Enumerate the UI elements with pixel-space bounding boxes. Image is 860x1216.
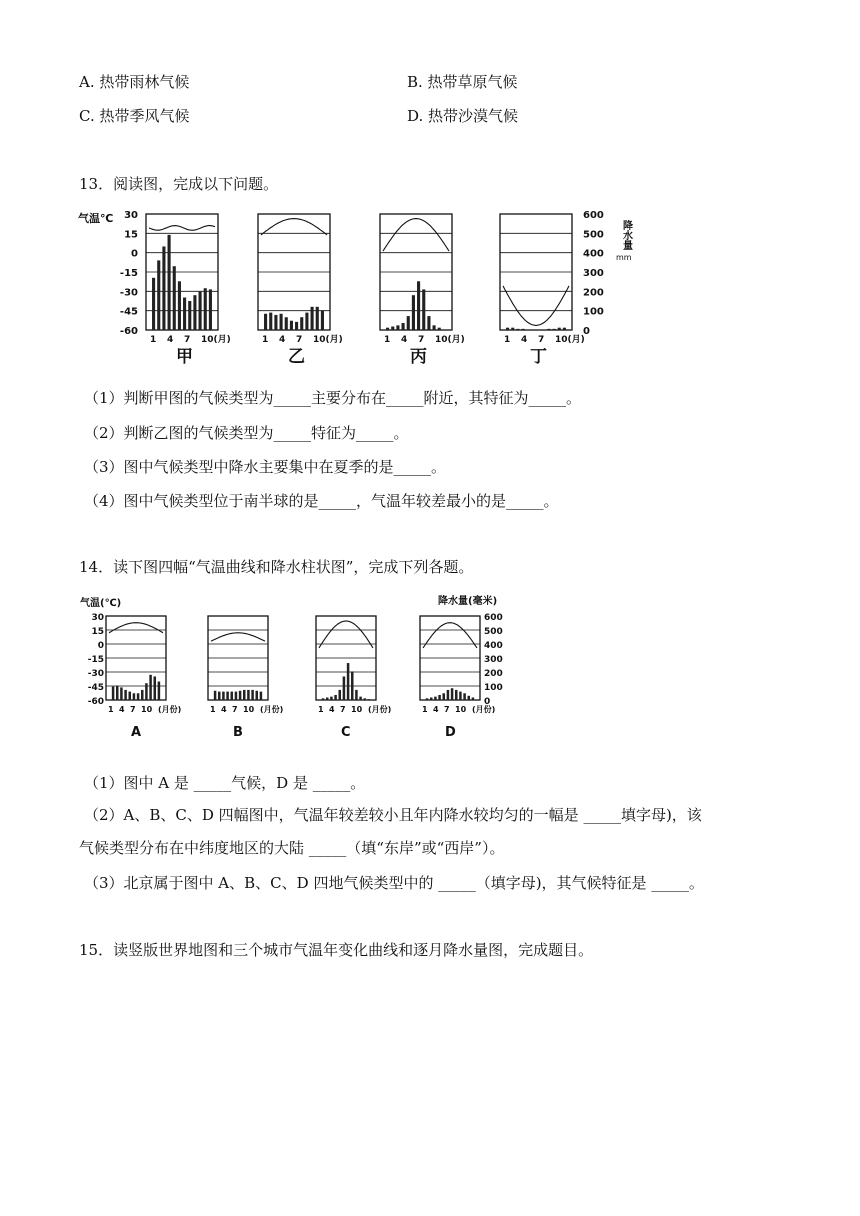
q14-panel-2-precip-bar [222,692,225,700]
q14-precip-tick: 200 [484,669,503,679]
q14-panel-3-precip-bar [326,697,329,700]
q14-precip-tick: 400 [484,641,503,651]
q13-panel-2-precip-bar [311,307,314,330]
q14-panel-1-precip-bar [149,675,152,700]
q13-panel-3-precip-bar [391,327,394,330]
q14-month-tick: 7 [340,705,346,714]
q14-panel-3-precip-bar [347,663,350,700]
q13-temp-tick: -15 [119,268,138,279]
q14-panel-2-precip-bar [231,692,234,700]
q13-panel-1-precip-bar [209,289,212,330]
q13-panel-4-precip-bar [516,329,519,330]
q13-panel-3-precip-bar [417,281,420,330]
q14-panel-1-precip-bar [124,690,127,700]
q13-panel-1-precip-bar [162,246,165,330]
q14-month-tick: 1 [210,705,216,714]
q13-panel-3-temp-curve [383,219,449,252]
q14-month-tick: 10 [351,705,363,714]
q13-month-tick: 7 [418,335,425,345]
q14-panel-label: C [341,725,351,740]
q13-panel-4-temp-curve [503,286,569,326]
q13-panel-1-precip-bar [188,301,191,330]
q13-month-tick: 4 [167,335,174,345]
q13-temp-tick: -30 [119,287,138,299]
q13-temp-tick: 15 [124,229,138,241]
q13-month-tick: 1 [150,335,157,345]
q14-panel-2-precip-bar [247,690,250,700]
q14-precip-tick: 100 [484,683,503,693]
q14-panel-4-precip-bar [455,690,458,700]
q13-month-tick: 10(月) [313,335,343,345]
q14-panel-1-precip-bar [116,686,119,700]
q13-sub4: （4）图中气候类型位于南半球的是_____，气温年较差最小的是_____。 [84,492,559,510]
q13-month-tick: 1 [504,335,511,345]
q14-panel-4-precip-bar [472,697,475,700]
q13-panel-2-precip-bar [295,322,298,330]
q14-precip-tick: 300 [484,655,503,665]
q14-panel-2-precip-bar [251,690,254,700]
q14-month-tick: (月份) [260,705,284,714]
q13-panel-2-precip-bar [300,317,303,330]
q13-temp-tick: -60 [119,326,138,337]
q13-month-tick: 4 [521,335,528,345]
q13-panel-1-precip-bar [204,288,207,330]
q14-panel-4-precip-bar [426,698,429,700]
q14-precip-axis-label: 降水量(毫米) [438,596,498,607]
q13-sub2: （2）判断乙图的气候类型为_____特征为_____。 [84,424,409,442]
q13-temp-tick: 30 [124,210,138,221]
q14-panel-1-precip-bar [112,687,115,700]
q14-panel-1-precip-bar [158,682,161,700]
q13-panel-2-precip-bar [290,321,293,330]
q14-panel-4-precip-bar [447,690,450,700]
q13-panel-4-precip-bar [511,328,514,330]
q13-panel-2-precip-bar [305,313,308,330]
q13-panel-1-precip-bar [199,292,202,330]
q14-panel-2-precip-bar [235,692,238,700]
q13-panel-4-precip-bar [558,328,561,330]
q14-panel-3-precip-bar [343,676,346,700]
q14-temp-tick: -15 [87,655,104,665]
q13-month-tick: 10(月) [435,335,465,345]
q14-panel-1-precip-bar [154,676,157,700]
q14-panel-label: D [445,725,456,740]
q13-temp-tick: -45 [119,306,138,318]
q14-panel-2-precip-bar [214,691,217,700]
q14-temp-axis-label: 气温(℃) [80,598,122,609]
q13-precip-tick: 300 [583,268,604,279]
q14-month-tick: (月份) [472,705,496,714]
q14-panel-1-precip-bar [120,687,123,700]
q14-temp-tick: -30 [87,669,104,679]
q13-month-tick: 7 [538,335,545,345]
q13-precip-tick: 400 [583,248,604,260]
q13-climate-figure [78,206,638,368]
q13-panel-4-precip-bar [506,328,509,330]
q14-panel-3-precip-bar [355,690,358,700]
q14-temp-tick: 0 [97,641,104,651]
q14-panel-3-precip-bar [339,690,342,700]
question-14-stem: 14．读下图四幅“气温曲线和降水柱状图”，完成下列各题。 [79,558,474,576]
q13-panel-1-precip-bar [173,266,176,330]
q13-precip-unit: mm [616,253,632,262]
q14-sub2a: （2）A、B、C、D 四幅图中，气温年较差较小且年内降水较均匀的一幅是 _____填字母)，该 [84,806,702,824]
q14-panel-1-precip-bar [145,683,148,700]
q14-panel-4-precip-bar [430,697,433,700]
q13-panel-2-precip-bar [321,310,324,330]
q14-month-tick: (月份) [368,705,392,714]
q13-temp-tick: 0 [131,248,138,260]
q14-month-tick: 7 [130,705,136,714]
q14-month-tick: 4 [329,705,335,714]
q13-panel-1-precip-bar [183,298,186,330]
q14-month-tick: 1 [422,705,428,714]
q13-panel-4-precip-bar [553,329,556,330]
option-a: A. 热带雨林气候 [79,73,190,91]
q13-month-tick: 7 [296,335,303,345]
q13-panel-3-precip-bar [386,328,389,330]
q14-month-tick: 1 [108,705,114,714]
q14-panel-3-precip-bar [359,697,362,700]
q14-panel-1-precip-bar [137,693,140,700]
q13-panel-1-temp-curve [149,226,215,231]
q13-panel-2-temp-curve [261,219,327,235]
q14-panel-3-precip-bar [322,698,325,700]
q14-precip-tick: 500 [484,627,503,637]
q14-month-tick: 1 [318,705,324,714]
q13-precip-tick: 500 [583,229,604,241]
q14-month-tick: (月份) [158,705,182,714]
q13-panel-2-precip-bar [280,314,283,330]
q13-panel-4-precip-bar [563,328,566,330]
q13-panel-4-precip-bar [547,329,550,330]
q14-panel-2-precip-bar [256,691,259,700]
q14-panel-3-precip-bar [330,697,333,700]
q14-month-tick: 4 [221,705,227,714]
q14-panel-2-temp-curve [211,633,265,641]
q13-panel-2-precip-bar [274,315,277,330]
q14-panel-2-precip-bar [218,692,221,700]
q13-panel-3-precip-bar [438,328,441,330]
q13-panel-3-precip-bar [402,323,405,330]
q13-panel-label: 乙 [288,347,305,367]
q14-panel-1-temp-curve [109,623,163,633]
q13-panel-3-precip-bar [407,316,410,330]
q14-temp-tick: -45 [87,683,104,693]
q14-sub2b: 气候类型分布在中纬度地区的大陆 _____（填“东岸”或“西岸”）。 [79,839,505,857]
q14-panel-4-precip-bar [468,696,471,700]
q14-panel-4-precip-bar [451,688,454,700]
q13-panel-4-precip-bar [522,329,525,330]
q13-month-tick: 4 [401,335,408,345]
q14-panel-3-precip-bar [368,699,371,700]
option-c: C. 热带季风气候 [79,107,190,125]
q13-sub3: （3）图中气候类型中降水主要集中在夏季的是_____。 [84,458,447,476]
q14-panel-1-precip-bar [129,692,132,700]
q13-panel-3-precip-bar [396,325,399,330]
q14-panel-2-precip-bar [239,691,242,700]
question-15-stem: 15．读竖版世界地图和三个城市气温年变化曲线和逐月降水量图，完成题目。 [79,941,594,959]
q13-precip-tick: 600 [583,210,604,221]
q13-panel-1-precip-bar [168,235,171,330]
q14-panel-4-precip-bar [463,693,466,700]
q14-panel-4-precip-bar [459,692,462,700]
q14-panel-3-precip-bar [351,671,354,700]
q13-panel-3-precip-bar [433,325,436,330]
q13-month-tick: 10(月) [201,335,231,345]
option-d: D. 热带沙漠气候 [407,107,519,125]
q13-panel-label: 丙 [410,347,427,367]
q13-panel-2-precip-bar [269,313,272,330]
q13-precip-tick: 0 [583,326,590,337]
option-b: B. 热带草原气候 [407,73,518,91]
question-13-stem: 13．阅读图，完成以下问题。 [79,175,279,193]
q14-temp-tick: -60 [87,697,104,707]
q13-panel-2-precip-bar [285,317,288,330]
q14-panel-1-precip-bar [141,690,144,700]
q13-panel-2-precip-bar [264,314,267,330]
q14-panel-2-precip-bar [243,690,246,700]
q13-month-tick: 10(月) [555,335,585,345]
q13-sub1: （1）判断甲图的气候类型为_____主要分布在_____附近，其特征为_____。 [84,389,582,407]
q13-month-tick: 7 [184,335,191,345]
q13-month-tick: 1 [262,335,269,345]
q14-month-tick: 4 [119,705,125,714]
q13-panel-2-precip-bar [316,307,319,330]
q14-panel-1-precip-bar [133,693,136,700]
q13-precip-tick: 200 [583,287,604,299]
q13-panel-3-precip-bar [422,289,425,330]
q13-panel-1-precip-bar [157,260,160,330]
q14-sub1: （1）图中 A 是 _____气候，D 是 _____。 [84,774,366,792]
q14-precip-tick: 0 [484,697,491,707]
q14-month-tick: 7 [444,705,450,714]
q13-panel-label: 甲 [176,347,193,367]
q14-temp-tick: 15 [91,627,104,637]
q14-sub3: （3）北京属于图中 A、B、C、D 四地气候类型中的 _____（填字母)，其气候特征是 _____。 [84,874,704,892]
q14-panel-label: A [131,725,142,740]
q13-panel-3-precip-bar [427,316,430,330]
q14-panel-4-precip-bar [434,697,437,700]
q14-panel-4-precip-bar [438,695,441,700]
q13-precip-axis-label: 降水量 [620,220,632,250]
q13-panel-1-precip-bar [152,278,155,330]
q13-month-tick: 1 [384,335,391,345]
q13-precip-tick: 100 [583,306,604,318]
q14-month-tick: 10 [455,705,467,714]
q14-panel-3-precip-bar [364,698,367,700]
q14-month-tick: 4 [433,705,439,714]
q14-month-tick: 10 [141,705,153,714]
q13-panel-1-precip-bar [178,281,181,330]
q13-panel-label: 丁 [530,347,547,367]
q14-panel-4-precip-bar [443,693,446,700]
q14-precip-tick: 600 [484,613,503,623]
q14-month-tick: 10 [243,705,255,714]
q13-temp-axis-label: 气温℃ [78,212,114,225]
q13-panel-3-precip-bar [412,295,415,330]
q13-month-tick: 4 [279,335,286,345]
q14-temp-tick: 30 [91,613,104,623]
q14-climate-figure [78,592,518,748]
q14-panel-2-precip-bar [226,692,229,700]
q14-panel-label: B [233,725,243,740]
q14-panel-3-precip-bar [334,695,337,700]
q14-month-tick: 7 [232,705,238,714]
q13-panel-1-precip-bar [193,295,196,330]
q14-panel-2-precip-bar [260,692,263,700]
